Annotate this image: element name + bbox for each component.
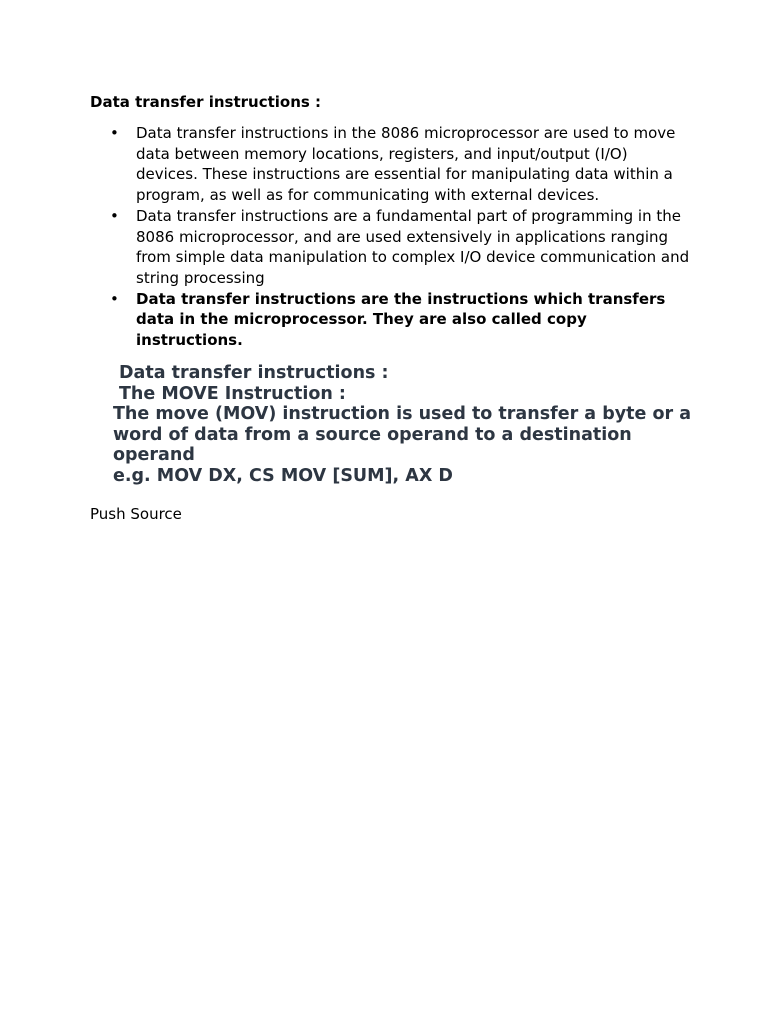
page-heading: Data transfer instructions : xyxy=(90,93,322,111)
bullet-text: Data transfer instructions are a fundamental part of programming in the 8086 microprocessor, and are used extensively in applications ranging from simple data manipulation to complex I/O device communication and string processing xyxy=(136,206,690,287)
bullet-item xyxy=(110,289,690,351)
push-source-text: Push Source xyxy=(90,505,182,523)
bullet-icon: • xyxy=(110,289,119,308)
bullet-list xyxy=(110,123,690,351)
section-example: e.g. MOV DX, CS MOV [SUM], AX D xyxy=(113,465,453,486)
bullet-item xyxy=(110,206,690,289)
section-description: The move (MOV) instruction is used to transfer a byte or a word of data from a source operand to a destination operand xyxy=(113,404,692,465)
bullet-item xyxy=(110,123,690,206)
section-subtitle: The MOVE Instruction : xyxy=(119,383,346,404)
bullet-icon: • xyxy=(110,124,119,142)
mov-instruction-section xyxy=(113,363,693,486)
bullet-icon: • xyxy=(110,206,119,225)
bullet-text: Data transfer instructions in the 8086 microprocessor are used to move data between memory locations, registers, and input/output (I/O) devices. These instructions are essential for manipulating data within a program, as well as for communicating with external devices. xyxy=(136,124,676,205)
section-title: Data transfer instructions : xyxy=(119,363,389,383)
bullet-text: Data transfer instructions are the instructions which transfers data in the microprocessor. They are also called copy instructions. xyxy=(136,289,666,350)
